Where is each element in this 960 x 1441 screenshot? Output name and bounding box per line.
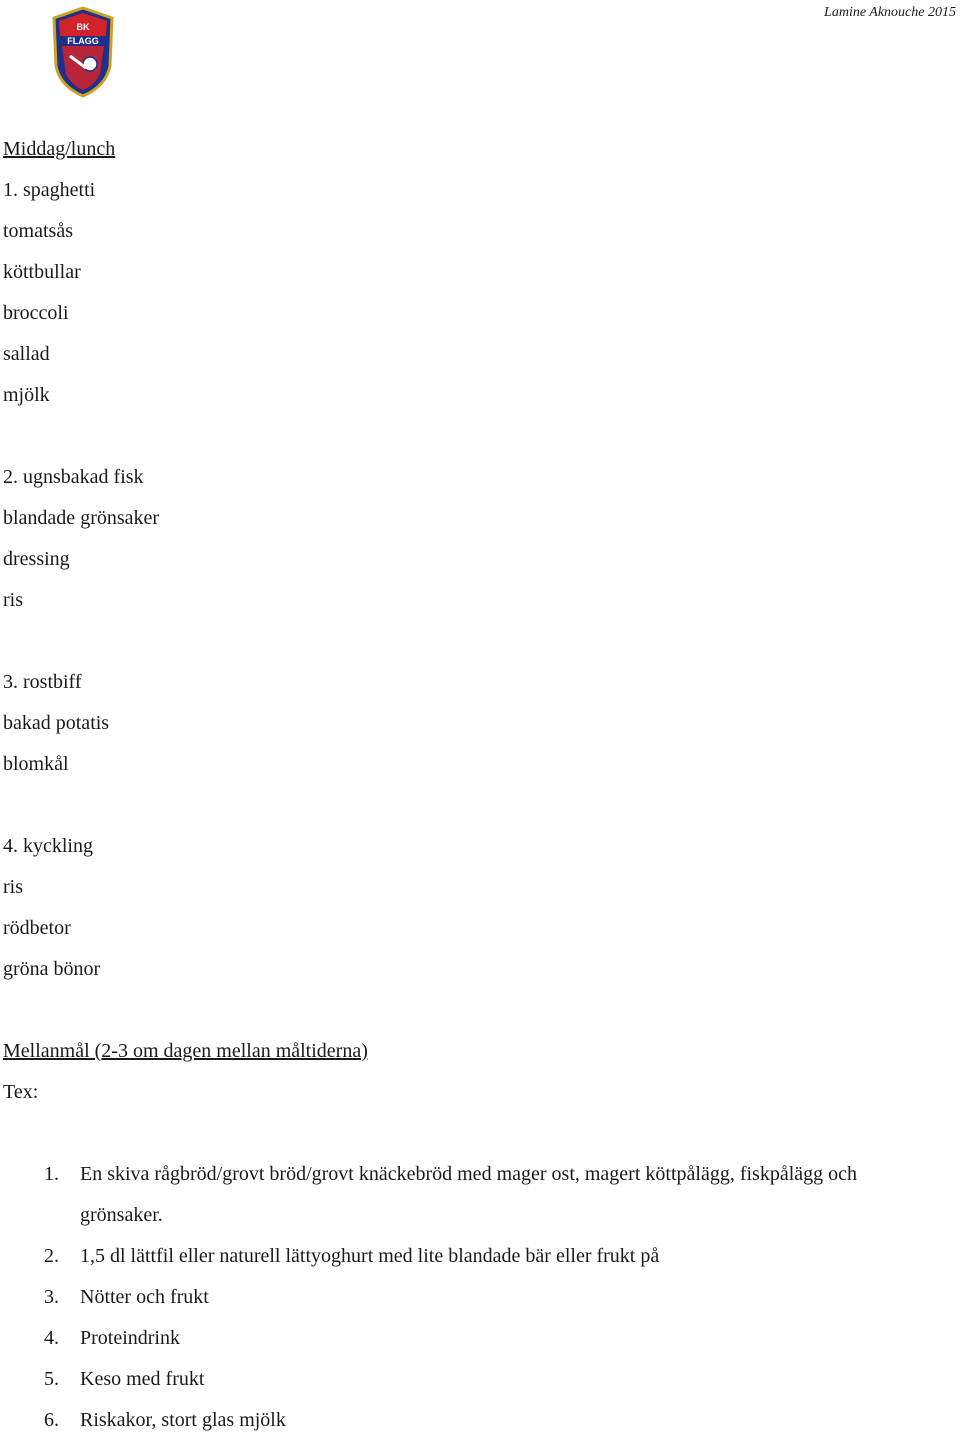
list-item bbox=[3, 1400, 943, 1441]
list-item-text: 1,5 dl lättfil eller naturell lättyoghurt med lite blandade bär eller frukt på bbox=[80, 1245, 660, 1267]
snack-list bbox=[3, 1154, 943, 1441]
list-item-text: Nötter och frukt bbox=[80, 1286, 209, 1308]
spacer bbox=[3, 416, 943, 457]
spacer bbox=[3, 785, 943, 826]
list-item-text: Riskakor, stort glas mjölk bbox=[80, 1409, 286, 1431]
list-number: 2. bbox=[44, 1245, 59, 1267]
meal-line: broccoli bbox=[3, 302, 69, 324]
list-item bbox=[3, 1359, 943, 1400]
meal-line: tomatsås bbox=[3, 220, 73, 242]
list-item-text: Keso med frukt bbox=[80, 1368, 205, 1390]
meal-option-2 bbox=[3, 457, 943, 621]
meal-line: dressing bbox=[3, 548, 70, 570]
dinner-heading: Middag/lunch bbox=[3, 138, 116, 160]
meal-line: bakad potatis bbox=[3, 712, 110, 734]
meal-line: köttbullar bbox=[3, 261, 81, 283]
meal-line: 3. rostbiff bbox=[3, 671, 82, 693]
list-number: 4. bbox=[44, 1327, 59, 1349]
list-number: 1. bbox=[44, 1163, 59, 1185]
meal-line: rödbetor bbox=[3, 917, 71, 939]
meal-line: mjölk bbox=[3, 384, 50, 406]
list-item-text: Proteindrink bbox=[80, 1327, 180, 1349]
meal-line: blandade grönsaker bbox=[3, 507, 160, 529]
snacks-intro: Tex: bbox=[3, 1081, 39, 1103]
meal-line: sallad bbox=[3, 343, 50, 365]
document-body bbox=[3, 129, 943, 1441]
list-item bbox=[3, 1154, 943, 1236]
meal-option-3 bbox=[3, 662, 943, 785]
meal-line: 1. spaghetti bbox=[3, 179, 96, 201]
meal-line: gröna bönor bbox=[3, 958, 101, 980]
snacks-heading: Mellanmål (2-3 om dagen mellan måltiderna) bbox=[3, 1040, 368, 1062]
list-item bbox=[3, 1236, 943, 1277]
meal-line: 2. ugnsbakad fisk bbox=[3, 466, 144, 488]
crest-text-1: BK bbox=[76, 22, 90, 32]
list-number: 3. bbox=[44, 1286, 59, 1308]
meal-line: 4. kyckling bbox=[3, 835, 93, 857]
club-crest-icon bbox=[50, 6, 116, 98]
meal-option-1 bbox=[3, 170, 943, 416]
spacer bbox=[3, 1113, 943, 1154]
meal-line: blomkål bbox=[3, 753, 69, 775]
spacer bbox=[3, 990, 943, 1031]
list-item bbox=[3, 1277, 943, 1318]
meal-option-4 bbox=[3, 826, 943, 990]
meal-line: ris bbox=[3, 589, 23, 611]
list-item bbox=[3, 1318, 943, 1359]
list-item-text: En skiva rågbröd/grovt bröd/grovt knäckebröd med mager ost, magert köttpålägg, fiskpålägg och grönsaker. bbox=[80, 1163, 858, 1226]
spacer bbox=[3, 621, 943, 662]
crest-text-2: FLAGG bbox=[67, 36, 99, 46]
author-credit: Lamine Aknouche 2015 bbox=[824, 5, 956, 20]
list-number: 6. bbox=[44, 1409, 59, 1431]
list-number: 5. bbox=[44, 1368, 59, 1390]
meal-line: ris bbox=[3, 876, 23, 898]
